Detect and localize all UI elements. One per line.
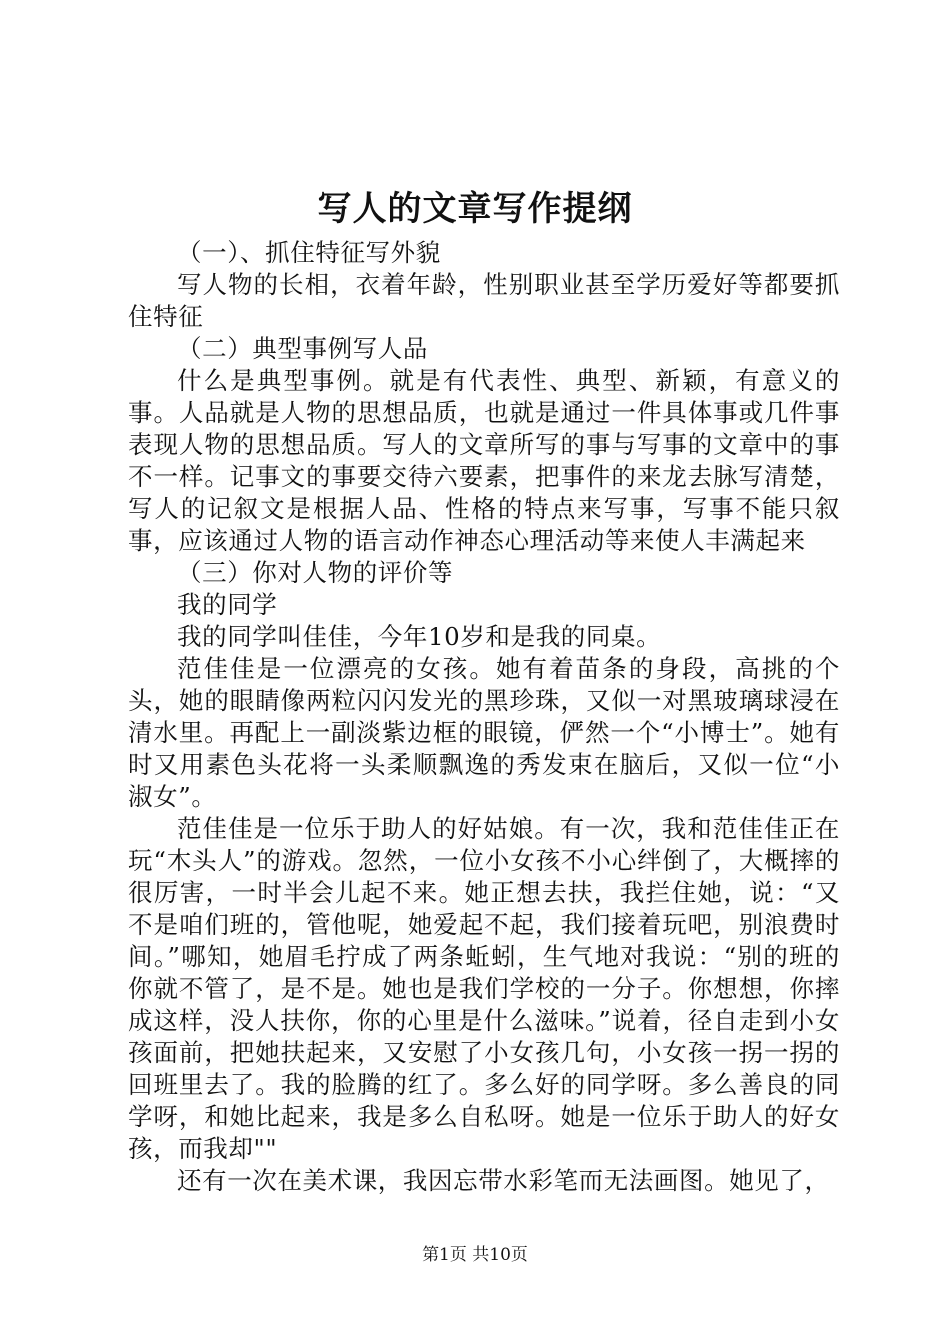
- paragraph: 我的同学叫佳佳，今年10岁和是我的同桌。: [177, 622, 662, 651]
- paragraph: 范佳佳是一位乐于助人的好姑娘。有一次，我和范佳佳正在玩“木头人”的游戏。忽然，一位小女孩不小心绊倒了，大概摔的很厉害，一时半会儿起不来。她正想去扶，我拦住她，说：“又不是咱们班的，管他呢，她爱起不起，我们接着玩吧，别浪费时间。”哪知，她眉毛拧成了两条蚯蚓，生气地对我说：“别的班的你就不管了，是不是。她也是我们学校的一分子。你想想，你摔成这样，没人扶你，你的心里是什么滋味。”说着，径自走到小女孩面前，把她扶起来，又安慰了小女孩几句，小女孩一拐一拐的回班里去了。我的脸腾的红了。多么好的同学呀。多么善良的同学呀，和她比起来，我是多么自私呀。她是一位乐于助人的好女孩，而我却"": [128, 814, 840, 1163]
- paragraph: 范佳佳是一位漂亮的女孩。她有着苗条的身段，高挑的个头，她的眼睛像两粒闪闪发光的黑珍珠，又似一对黑玻璃球浸在清水里。再配上一副淡紫边框的眼镜，俨然一个“小博士”。她有时又用素色头花将一头柔顺飘逸的秀发束在脑后，又似一位“小淑女”。: [128, 654, 840, 811]
- paragraph: 写人物的长相，衣着年龄，性别职业甚至学历爱好等都要抓住特征: [128, 270, 840, 331]
- essay-title: 我的同学: [177, 590, 278, 619]
- paragraph-heading-2: （二）典型事例写人品: [177, 334, 428, 363]
- paragraph: 什么是典型事例。就是有代表性、典型、新颖，有意义的事。人品就是人物的思想品质，也就是通过一件具体事或几件事表现人物的思想品质。写人的文章所写的事与写事的文章中的事不一样。记事文的事要交待六要素，把事件的来龙去脉写清楚，写人的记叙文是根据人品、性格的特点来写事，写事不能只叙事，应该通过人物的语言动作神态心理活动等来使人丰满起来: [128, 366, 840, 555]
- paragraph-heading-3: （三）你对人物的评价等: [177, 558, 454, 587]
- page-footer: 第1页 共10页: [422, 1245, 528, 1265]
- paragraph: 还有一次在美术课，我因忘带水彩笔而无法画图。她见了，: [177, 1166, 830, 1195]
- document-title: 写人的文章写作提纲: [317, 189, 633, 229]
- document-body: [128, 237, 840, 1197]
- paragraph-heading-1: （一）、抓住特征写外貌: [177, 238, 441, 267]
